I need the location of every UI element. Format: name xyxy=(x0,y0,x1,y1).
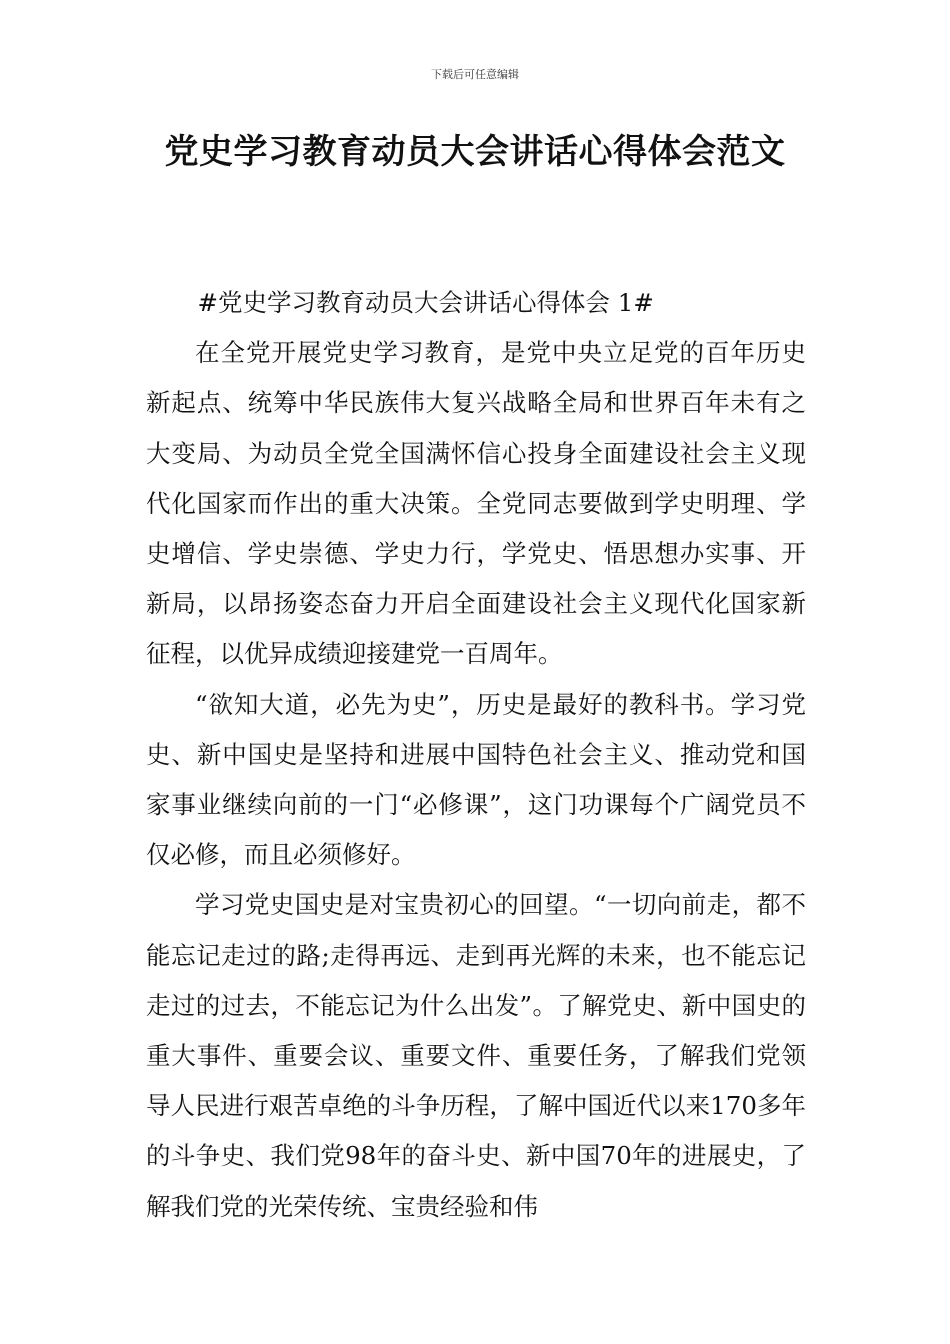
paragraph-1: 在全党开展党史学习教育，是党中央立足党的百年历史新起点、统筹中华民族伟大复兴战略全局和世界百年未有之大变局、为动员全党全国满怀信心投身全面建设社会主义现代化国家而作出的重大决策。全党同志要做到学史明理、学史增信、学史崇德、学史力行，学党史、悟思想办实事、开新局，以昂扬姿态奋力开启全面建设社会主义现代化国家新征程，以优异成绩迎接建党一百周年。 xyxy=(146,338,806,669)
document-title: 党史学习教育动员大会讲话心得体会范文 xyxy=(164,132,786,172)
paragraph-2: “欲知大道，必先为史”，历史是最好的教科书。学习党史、新中国史是坚持和进展中国特色社会主义、推动党和国家事业继续向前的一门“必修课”，这门功课每个广阔党员不仅必修，而且必须修好。 xyxy=(146,689,806,870)
section-heading: #党史学习教育动员大会讲话心得体会 1# xyxy=(197,288,654,317)
header-note: 下载后可任意编辑 xyxy=(431,68,519,81)
document-body xyxy=(146,278,806,1232)
paragraph-3: 学习党史国史是对宝贵初心的回望。“一切向前走，都不能忘记走过的路;走得再远、走到再光辉的未来，也不能忘记走过的过去，不能忘记为什么出发”。了解党史、新中国史的重大事件、重要会议、重要文件、重要任务，了解我们党领导人民进行艰苦卓绝的斗争历程，了解中国近代以来170多年的斗争史、我们党98年的奋斗史、新中国70年的进展史，了解我们党的光荣传统、宝贵经验和伟 xyxy=(146,890,806,1221)
